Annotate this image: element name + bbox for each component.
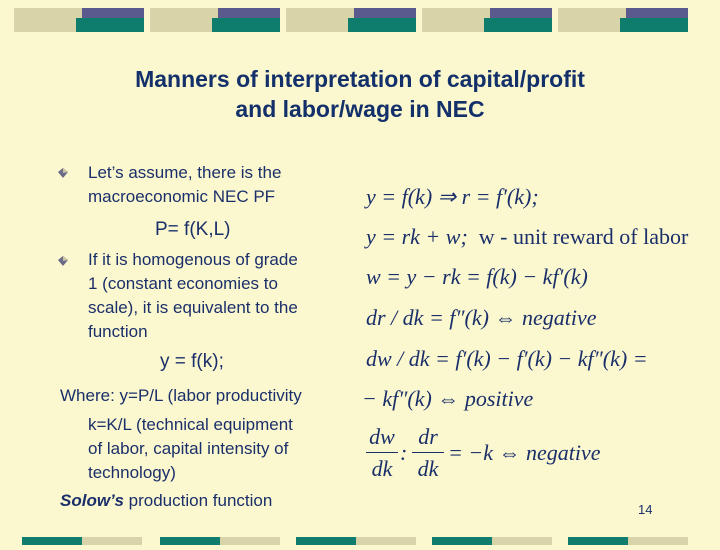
formula-2b: w - unit reward of labor <box>478 224 689 249</box>
production-function-line: P= f(K,L) <box>155 219 231 240</box>
title-line-2: and labor/wage in NEC <box>235 96 485 122</box>
formula-6 <box>362 386 533 412</box>
formula-4 <box>366 305 597 331</box>
bullet-icon <box>58 256 68 266</box>
formula-2a: y = rk + w; <box>366 224 468 249</box>
bullet-icon <box>58 168 68 178</box>
formula-1: y = f(k) ⇒ r = f′(k); <box>366 184 539 209</box>
formula-3: w = y − rk = f(k) − kf′(k) <box>366 264 588 289</box>
formula-5: dw / dk = f′(k) − f′(k) − kf″(k) = <box>366 346 648 371</box>
where-line1: Where: y=P/L (labor productivity <box>60 386 302 405</box>
bottom-decorative-band <box>0 532 720 542</box>
bullet2-line4: function <box>88 322 148 341</box>
bullet1-line2: macroeconomic NEC PF <box>88 187 276 206</box>
title-line-1: Manners of interpretation of capital/profit <box>135 66 585 92</box>
bullet2-line3: scale), it is equivalent to the <box>88 298 298 317</box>
f7-num2: dr <box>418 424 438 449</box>
f7-den2: dk <box>417 456 439 481</box>
f7-bar1 <box>366 452 398 453</box>
f7-colon: : <box>400 440 408 465</box>
formula-2 <box>366 224 688 250</box>
solow-line <box>60 489 272 513</box>
f7-den1: dk <box>371 456 393 481</box>
solow-emphasis: Solow’s <box>60 491 124 510</box>
bullet2-line1: If it is homogenous of grade <box>88 250 298 269</box>
f7-bar2 <box>412 452 444 453</box>
where-line3: of labor, capital intensity of <box>88 439 289 458</box>
page-number: 14 <box>638 502 653 517</box>
where-line2: k=K/L (technical equipment <box>88 415 293 434</box>
top-decorative-band <box>0 5 720 35</box>
bullet1-line1: Let’s assume, there is the <box>88 163 282 182</box>
slide-title <box>60 64 660 124</box>
formula-6b: positive <box>464 386 534 411</box>
top-band-graphic <box>0 5 720 35</box>
f7-num1: dw <box>369 424 395 449</box>
bullet2-line2: 1 (constant economies to <box>88 274 278 293</box>
bottom-band-graphic <box>0 535 720 545</box>
formula-7 <box>366 424 706 486</box>
formula-4b: negative <box>521 305 597 330</box>
solow-rest: production function <box>123 491 273 510</box>
formula-6a: − kf″(k) ⇔ <box>362 386 460 411</box>
where-line4: technology) <box>88 463 176 482</box>
y-equals-fk-line: y = f(k); <box>160 351 224 372</box>
formula-4a: dr / dk = f″(k) ⇔ <box>366 305 517 330</box>
f7-tail: = −k ⇔ negative <box>448 440 601 465</box>
